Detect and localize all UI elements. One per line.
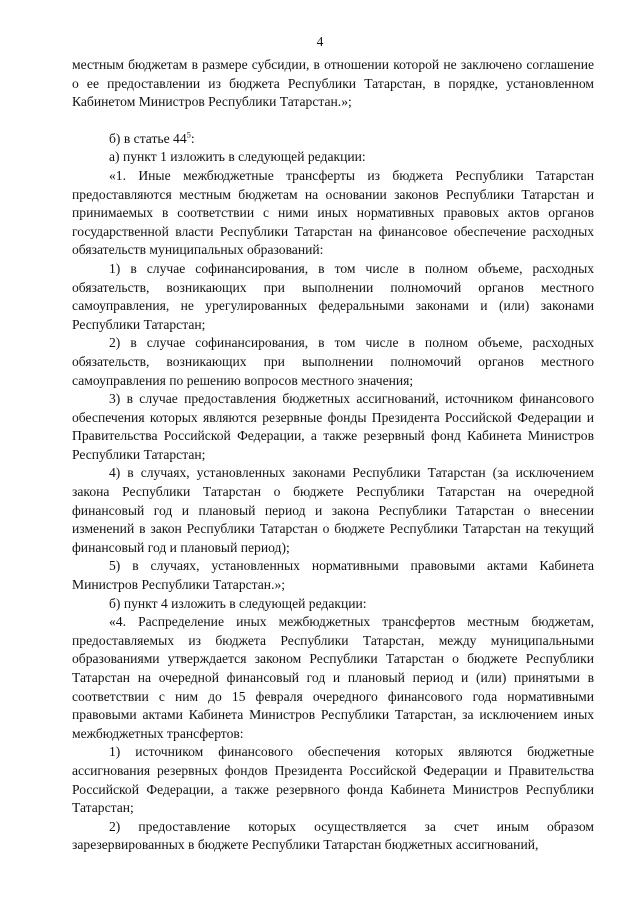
point-b-intro: б) пункт 4 изложить в следующей редакции:	[109, 595, 367, 611]
point-a-item: 5) в случаях, установленных нормативными правовыми актами Кабинета Министров Республики Татарстан.»;	[72, 558, 594, 593]
article-heading-text: б) в статье 44	[109, 130, 187, 146]
point-a-item: 4) в случаях, установленных законами Республики Татарстан (за исключением закона Республики Татарстан о бюджете Республики Татарстан на очередной финансовый год и плановый период и закона Республики Татарстан о внесении изменений в закон Республики Татарстан о бюджете Республики Татарстан на текущий финансовый год и плановый период);	[72, 465, 594, 555]
point-b-item: 2) предоставление которых осуществляется за счет иным образом зарезервированных в бюджете Республики Татарстан бюджетных ассигнований,	[72, 818, 594, 853]
point-a-item: 3) в случае предоставления бюджетных ассигнований, источником финансового обеспечения которых являются резервные фонды Президента Российской Федерации и Правительства Российской Федерации, а также резервный фонд Кабинета Министров Республики Татарстан;	[72, 391, 594, 462]
point-a-intro: а) пункт 1 изложить в следующей редакции:	[109, 149, 366, 165]
continuation-paragraph: местным бюджетам в размере субсидии, в отношении которой не заключено соглашение о ее предоставлении из бюджета Республики Татарстан, в порядке, установленном Кабинетом Министров Республики Татарстан.»;	[72, 57, 594, 110]
point-b-text: «4. Распределение иных межбюджетных трансфертов местным бюджетам, предоставляемых из бюджета Республики Татарстан, между муниципальными образованиями утверждается законом Республики Татарстан о бюджете Республики Татарстан на очередной финансовый год и плановый период и (или) принятыми в соответствии с ним до 15 февраля очередного финансового года нормативными правовыми актами Кабинета Министров Республики Татарстан, за исключением иных межбюджетных трансфертов:	[72, 614, 594, 741]
article-heading	[72, 130, 594, 149]
point-a-item: 2) в случае софинансирования, в том числе в полном объеме, расходных обязательств, возникающих при выполнении полномочий органов местного самоуправления по решению вопросов местного значения;	[72, 335, 594, 388]
point-b-item: 1) источником финансового обеспечения которых являются бюджетные ассигнования резервных фондов Президента Российской Федерации и Правительства Российской Федерации, а также резервного фонда Кабинета Министров Республики Татарстан;	[72, 744, 594, 816]
article-heading-colon: :	[190, 130, 195, 146]
article-superscript: 5	[186, 129, 191, 140]
point-a-text: «1. Иные межбюджетные трансферты из бюджета Республики Татарстан предоставляются местным бюджетам на основании законов Республики Татарстан и принимаемых в соответствии с ними иных нормативных правовых актов органов государственной власти Республики Татарстан на финансовое обеспечение расходных обязательств муниципальных образований:	[72, 167, 594, 258]
point-a-item: 1) в случае софинансирования, в том числе в полном объеме, расходных обязательств, возникающих при выполнении полномочий органов местного самоуправления, не урегулированных федеральными законами и (или) законами Республики Татарстан;	[72, 260, 594, 332]
document-body	[72, 56, 594, 855]
page-number: 4	[316, 34, 324, 49]
